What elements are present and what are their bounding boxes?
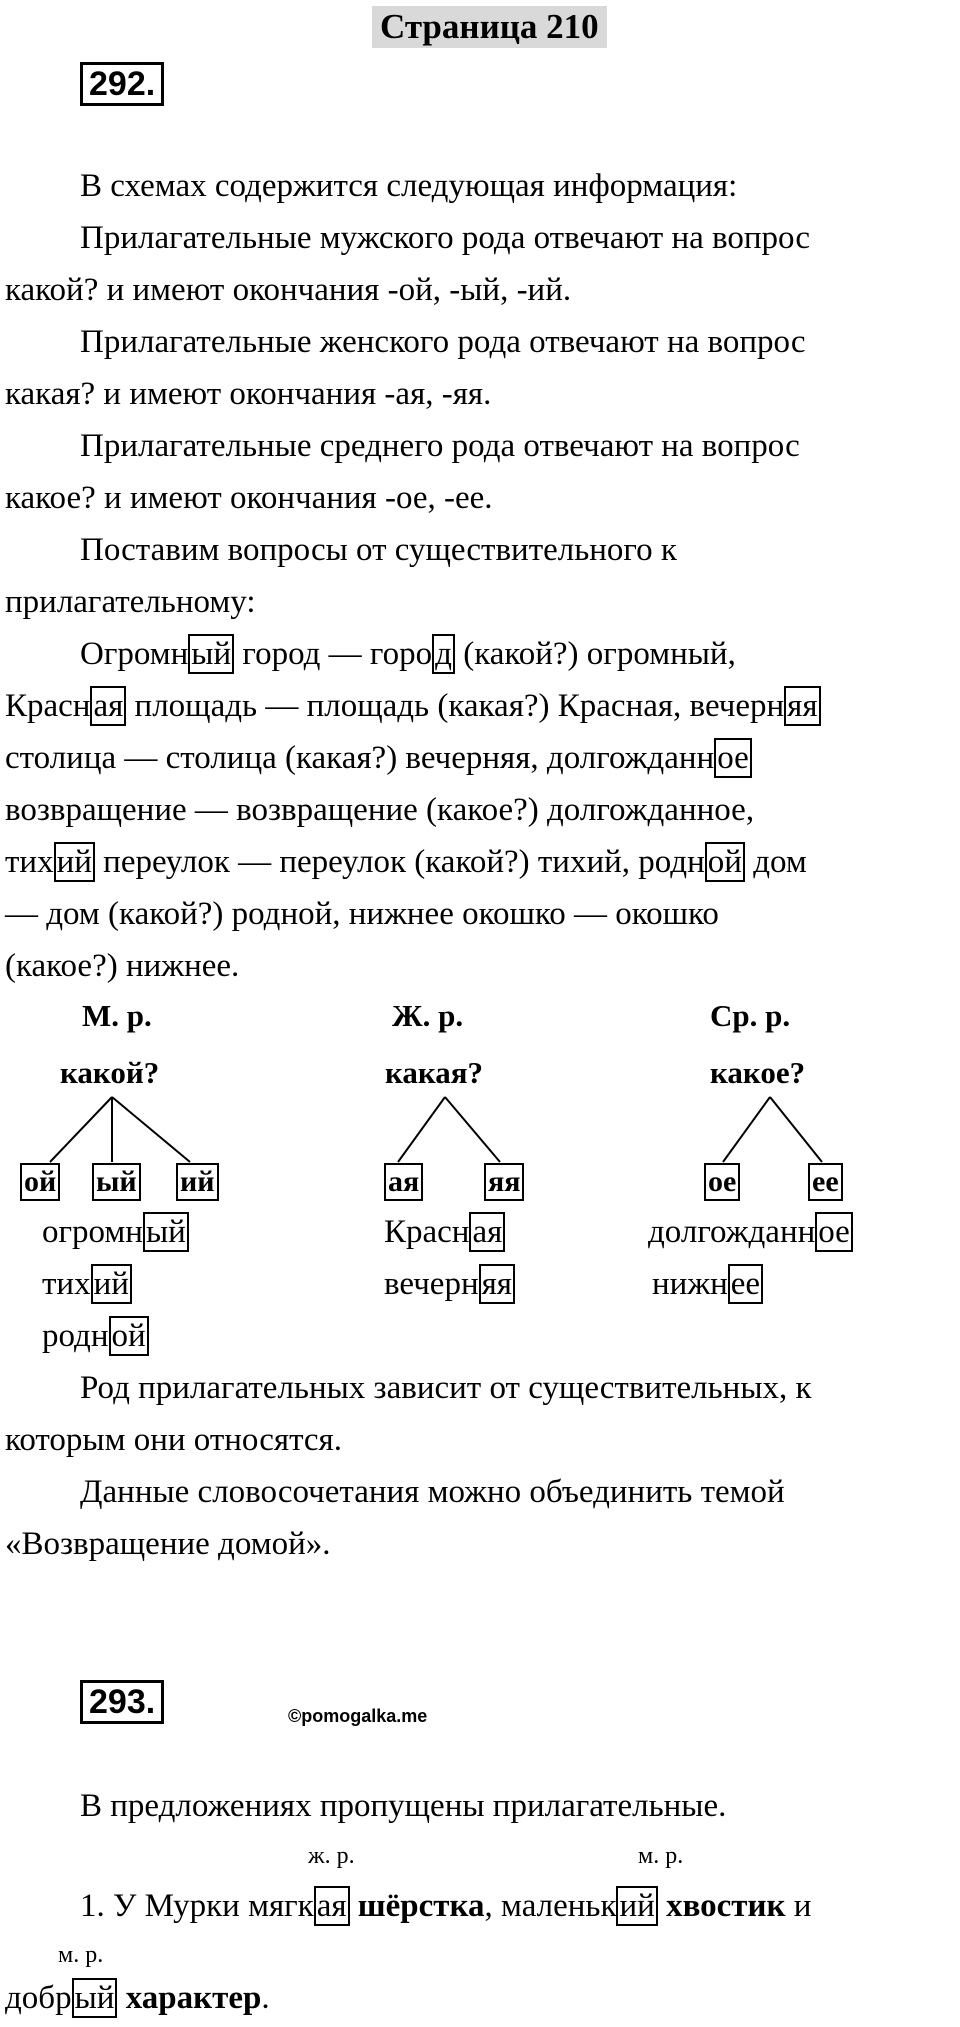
example-line-4: возвращение — возвращение (какое?) долгожданное, [5, 792, 755, 828]
ending-box: ое [714, 738, 752, 778]
conclusion-1a: Род прилагательных зависит от существительных, к [80, 1370, 812, 1406]
paragraph-neut-2: какое? и имеют окончания -ое, -ее. [5, 480, 493, 516]
example-line-5: тихий переулок — переулок (какой?) тихий, родной дом [5, 844, 807, 880]
scheme-fem-question: какая? [385, 1055, 484, 1090]
ending-box: ий [91, 1264, 132, 1304]
gender-mark-masc-2: м. р. [58, 1942, 104, 1968]
gender-mark-masc-1: м. р. [638, 1843, 684, 1869]
scheme-masc-ending-1: ой [20, 1163, 60, 1201]
conclusion-1b: которым они относятся. [5, 1422, 342, 1458]
exercise-number-293: 293. [80, 1680, 164, 1724]
ending-box: ый [188, 634, 234, 674]
scheme-neut-gender: Ср. р. [710, 998, 791, 1033]
example-line-3: столица — столица (какая?) вечерняя, долгожданное [5, 732, 752, 784]
scheme-neut-question: какое? [710, 1055, 806, 1090]
ending-box: ое [815, 1212, 853, 1252]
scheme-fem-word-1: Красная [384, 1206, 505, 1258]
scheme-neut-ending-1: ое [704, 1163, 740, 1201]
scheme-masc-word-2: тихий [42, 1258, 132, 1310]
scheme-fem-ending-1: ая [384, 1163, 423, 1201]
ending-box: ой [109, 1316, 149, 1356]
exercise-number-292: 292. [80, 62, 164, 106]
ending-box: ой [705, 842, 745, 882]
ending-box: ый [72, 1978, 118, 2018]
sentence-2: добрый характер. [5, 1980, 270, 2016]
scheme-neut-word-1: долгожданное [648, 1206, 853, 1258]
ending-box: ий [616, 1886, 657, 1926]
scheme-masc-ending-3: ий [176, 1163, 219, 1201]
scheme-masc-gender: М. р. [82, 998, 152, 1033]
ending-box: ий [54, 842, 95, 882]
ending-box: ее [728, 1264, 763, 1304]
scheme-masc-word-3: родной [42, 1310, 149, 1362]
ending-box: ая [314, 1886, 350, 1926]
scheme-fem-ending-2: яя [484, 1163, 524, 1201]
ending-box: ая [90, 686, 126, 726]
paragraph-fem-1: Прилагательные женского рода отвечают на вопрос [80, 324, 806, 360]
conclusion-2a: Данные словосочетания можно объединить темой [80, 1474, 785, 1510]
gender-mark-fem: ж. р. [308, 1843, 355, 1869]
scheme-fem-word-2: вечерняя [384, 1258, 515, 1310]
example-line-6: — дом (какой?) родной, нижнее окошко — окошко [5, 896, 719, 932]
paragraph-intro: В схемах содержится следующая информация: [80, 168, 738, 204]
example-line-2: Красная площадь — площадь (какая?) Красная, вечерняя [5, 680, 821, 732]
paragraph-questions-2: прилагательному: [5, 584, 256, 620]
paragraph-masc-1: Прилагательные мужского рода отвечают на вопрос [80, 220, 810, 256]
ending-box: яя [784, 686, 820, 726]
watermark: ©pomogalka.me [288, 1706, 428, 1726]
ending-box: д [432, 634, 455, 674]
exercise-293-intro: В предложениях пропущены прилагательные. [80, 1788, 727, 1824]
conclusion-2b: «Возвращение домой». [5, 1526, 331, 1562]
scheme-fem-gender: Ж. р. [392, 998, 464, 1033]
paragraph-neut-1: Прилагательные среднего рода отвечают на вопрос [80, 428, 800, 464]
example-line-7: (какое?) нижнее. [5, 948, 240, 984]
scheme-masc-question: какой? [60, 1055, 160, 1090]
ending-box: яя [479, 1264, 515, 1304]
paragraph-questions-1: Поставим вопросы от существительного к [80, 532, 677, 568]
ending-box: ый [143, 1212, 189, 1252]
paragraph-fem-2: какая? и имеют окончания -ая, -яя. [5, 376, 492, 412]
scheme-masc-word-1: огромный [42, 1206, 189, 1258]
scheme-neut-ending-2: ее [808, 1163, 843, 1201]
scheme-neut-word-2: нижнее [652, 1258, 763, 1310]
example-line-1: Огромный город — город (какой?) огромный, [80, 636, 736, 672]
scheme-masc-ending-2: ый [92, 1163, 141, 1201]
sentence-1: 1. У Мурки мягкая шёрстка, маленький хвостик и [80, 1888, 812, 1924]
page-title: Страница 210 [372, 6, 607, 48]
ending-box: ая [469, 1212, 505, 1252]
paragraph-masc-2: какой? и имеют окончания -ой, -ый, -ий. [5, 272, 572, 308]
